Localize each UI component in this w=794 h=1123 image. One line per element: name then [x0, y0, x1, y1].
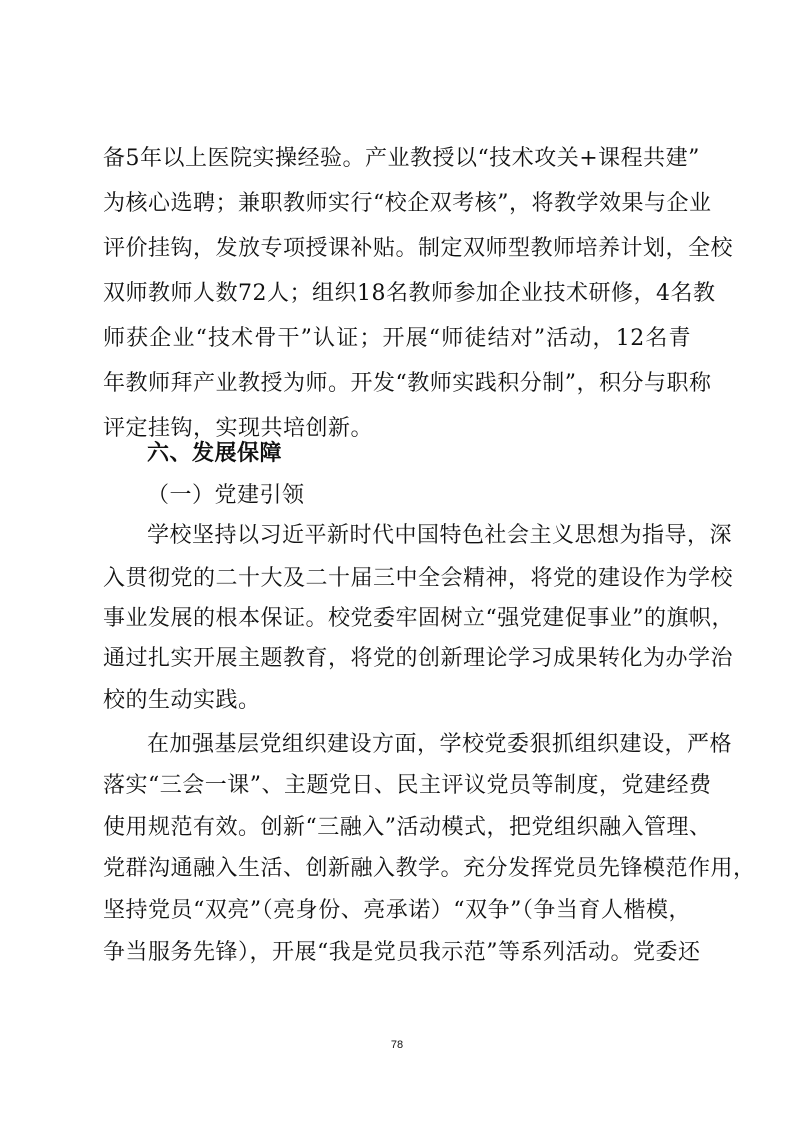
paragraph-line: 评价挂钩，发放专项授课补贴。制定双师型教师培养计划，全校 — [103, 236, 734, 261]
paragraph-line: 坚持党员“双亮”（亮身份、亮承诺）“双争”（争当育人楷模， — [103, 898, 691, 923]
paragraph-line: 备5年以上医院实操经验。产业教授以“技术攻关+课程共建” — [103, 146, 700, 171]
paragraph-line: 学校坚持以习近平新时代中国特色社会主义思想为指导，深 — [147, 523, 733, 548]
paragraph-line: 在加强基层党组织建设方面，学校党委狠抓组织建设，严格 — [147, 732, 733, 757]
paragraph-line: 事业发展的根本保证。校党委牢固树立“强党建促事业”的旗帜， — [103, 606, 734, 631]
paragraph-line: 校的生动实践。 — [103, 688, 261, 713]
paragraph-line: 入贯彻党的二十大及二十届三中全会精神，将党的建设作为学校 — [103, 566, 734, 591]
paragraph-line: 争当服务先锋），开展“我是党员我示范”等系列活动。党委还 — [103, 940, 701, 965]
paragraph-line: 通过扎实开展主题教育，将党的创新理论学习成果转化为办学治 — [103, 646, 734, 671]
paragraph-line: 师获企业“技术骨干”认证；开展“师徒结对”活动，12名青 — [103, 326, 691, 351]
section-heading: 六、发展保障 — [147, 441, 283, 466]
paragraph-line: 落实“三会一课”、主题党日、民主评议党员等制度，党建经费 — [103, 773, 712, 798]
paragraph-line: 为核心选聘；兼职教师实行“校企双考核”，将教学效果与企业 — [103, 191, 712, 216]
subsection-heading: （一）党建引领 — [147, 483, 305, 508]
page-number: 78 — [390, 1039, 404, 1051]
paragraph-line: 党群沟通融入生活、创新融入教学。充分发挥党员先锋模范作用， — [103, 856, 756, 881]
paragraph-line: 评定挂钩，实现共培创新。 — [103, 416, 374, 441]
paragraph-line: 年教师拜产业教授为师。开发“教师实践积分制”，积分与职称 — [103, 371, 712, 396]
paragraph-line: 使用规范有效。创新“三融入”活动模式，把党组织融入管理、 — [103, 815, 712, 840]
paragraph-line: 双师教师人数72人；组织18名教师参加企业技术研修，4名教 — [103, 281, 716, 306]
